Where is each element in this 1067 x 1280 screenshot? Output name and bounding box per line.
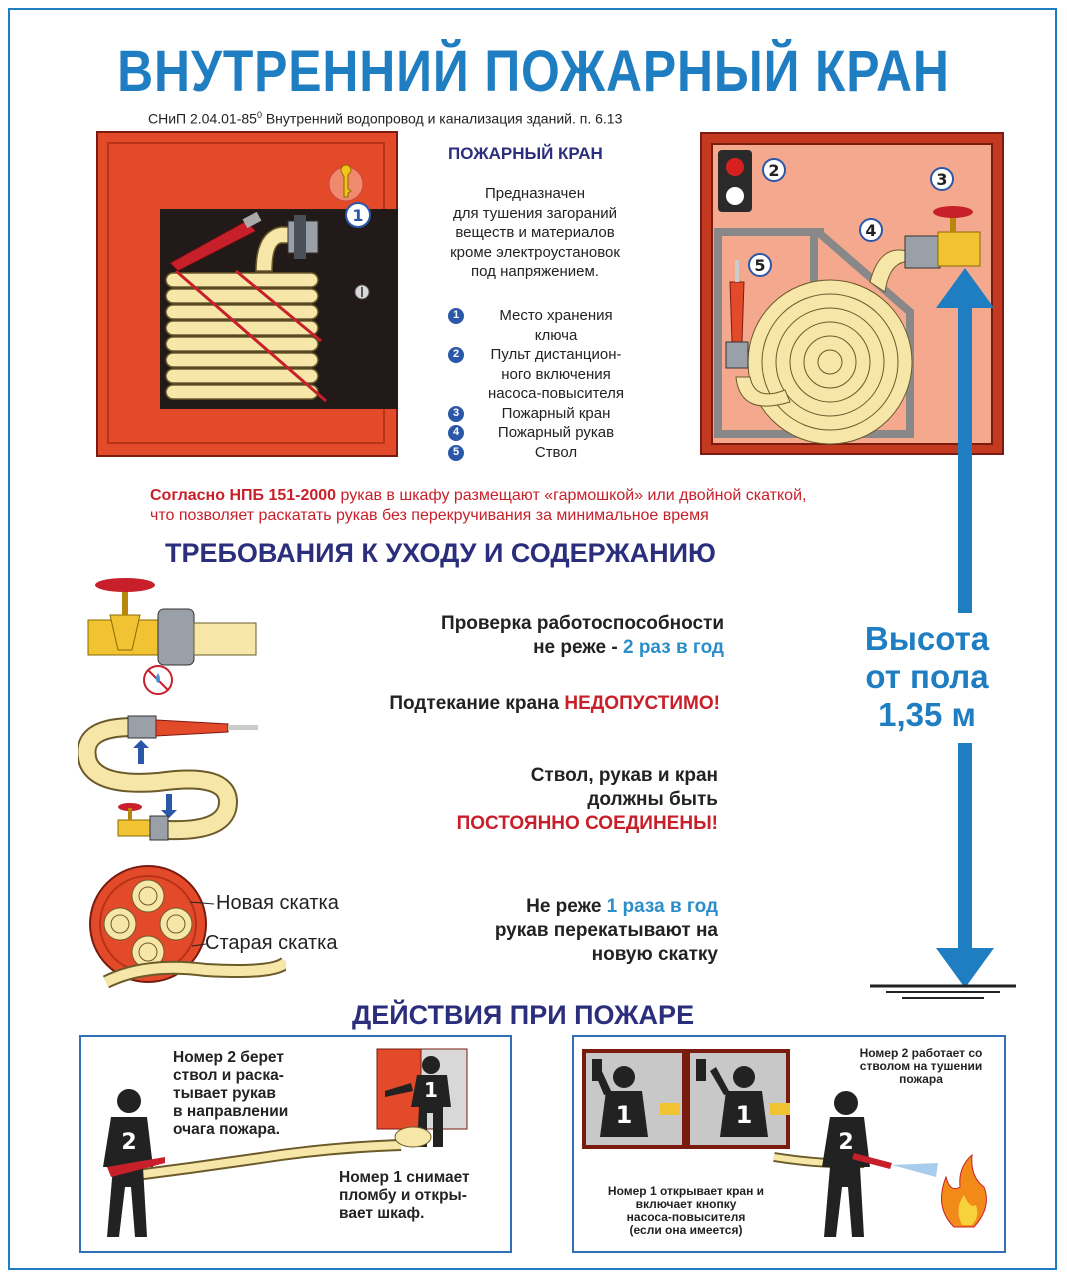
- old-roll-label: Старая скатка: [205, 932, 338, 954]
- cabinet-mark-4: 4: [865, 221, 877, 240]
- legend-item: 2 Пульт дистанцион- ного включения насоса-повысителя: [448, 345, 648, 404]
- actions-left-panel: [79, 1035, 512, 1253]
- legend-item: 5 Ствол: [448, 443, 648, 463]
- figure-number-1-a: 1: [615, 1101, 633, 1129]
- requirement-reroll: Не реже 1 раза в год рукав перекатывают на новую скатку: [494, 896, 718, 965]
- new-roll-label: Новая скатка: [216, 892, 339, 914]
- legend-item: 4 Пожарный рукав: [448, 423, 648, 443]
- floor-symbol: [868, 983, 1018, 1003]
- crane-purpose: Предназначен для тушения загораний веществ и материалов кроме электроустановок под напряжением.: [450, 185, 620, 280]
- requirements-heading: ТРЕБОВАНИЯ К УХОДУ И СОДЕРЖАНИЮ: [165, 538, 716, 568]
- crane-legend: [448, 306, 648, 462]
- figure-number-1: 1: [424, 1078, 438, 1102]
- hose-roll-illustration: [86, 862, 286, 992]
- action-right-top-text: Номер 2 работает со стволом на тушении пожара: [859, 1046, 983, 1086]
- legend-item: 1 Место хранения ключа: [448, 306, 648, 345]
- poster-title: ВНУТРЕННИЙ ПОЖАРНЫЙ КРАН: [117, 39, 950, 104]
- valve-leak-illustration: [80, 575, 260, 700]
- requirement-leak: Подтекание крана НЕДОПУСТИМО!: [389, 693, 720, 714]
- cabinet-mark-2: 2: [768, 161, 780, 180]
- actions-right-panel: [572, 1035, 1006, 1253]
- requirement-check: Проверка работоспособности не реже - 2 раз в год: [441, 613, 724, 658]
- cabinet-mark-1: 1: [352, 206, 364, 225]
- cabinet-mark-3: 3: [936, 170, 948, 189]
- height-label: Высота от пола 1,35 м: [864, 620, 990, 733]
- actions-heading: ДЕЙСТВИЯ ПРИ ПОЖАРЕ: [352, 1000, 695, 1030]
- action-right-bottom-text: Номер 1 открывает кран и включает кнопку насоса-повысителя (если она имеется): [607, 1184, 765, 1237]
- connected-hose-illustration: [78, 712, 273, 847]
- figure-number-2: 2: [121, 1130, 137, 1155]
- figure-number-2-right: 2: [838, 1130, 854, 1155]
- figure-number-1-b: 1: [735, 1101, 753, 1129]
- npb-note: Согласно НПБ 151-2000 рукав в шкафу размещают «гармошкой» или двойной скаткой, что позволяет раскатать рукав без перекручивания за минимальное время: [150, 487, 807, 524]
- cabinet-mark-5: 5: [754, 256, 766, 275]
- legend-item: 3 Пожарный кран: [448, 404, 648, 424]
- action-number1-text: Номер 1 снимает пломбу и откры- вает шкаф.: [339, 1169, 470, 1222]
- action-number2-text: Номер 2 берет ствол и раска- тывает рукав в направлении очага пожара.: [173, 1049, 289, 1138]
- snip-reference: СНиП $2.04.01-85^0$ Внутренний водопровод и канализация зданий. п. 6.13: [148, 110, 623, 127]
- requirement-connected: Ствол, рукав и кран должны быть ПОСТОЯННО СОЕДИНЕНЫ!: [456, 765, 718, 834]
- crane-heading: ПОЖАРНЫЙ КРАН: [448, 144, 603, 163]
- closed-cabinet-illustration: [96, 131, 398, 457]
